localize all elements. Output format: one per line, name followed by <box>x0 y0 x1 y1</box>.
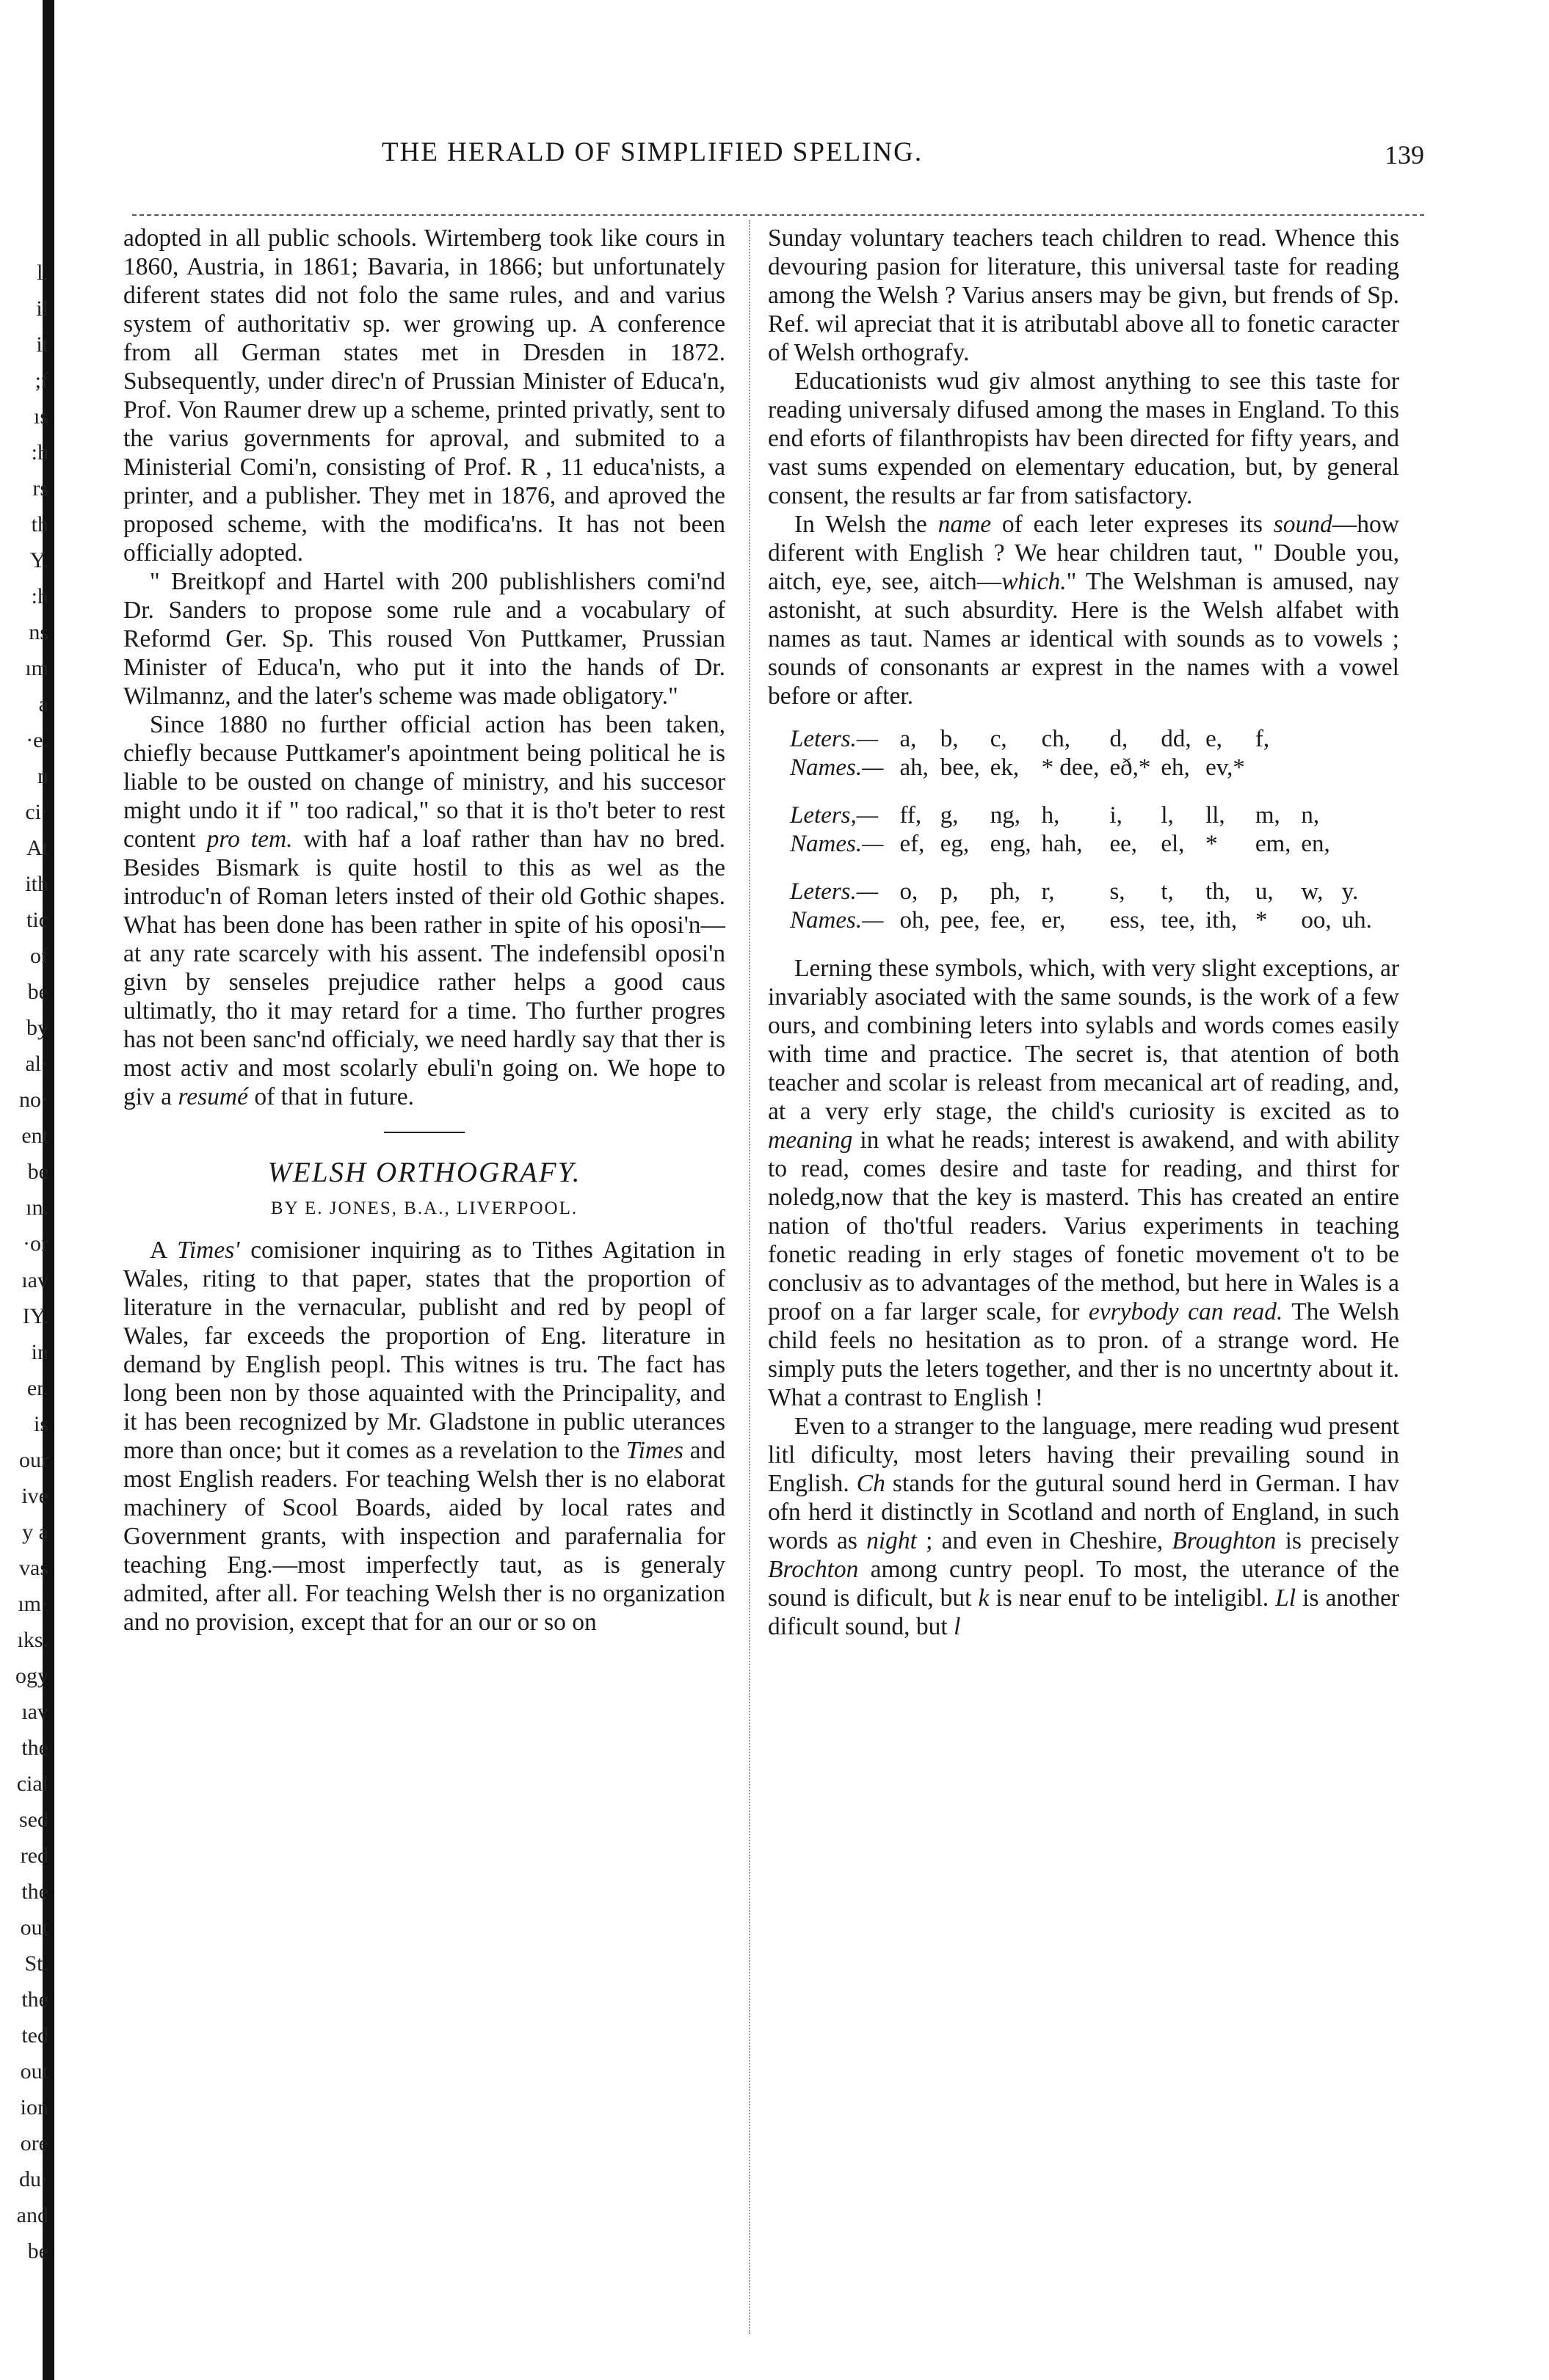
alphabet-cell: d, <box>1109 726 1128 752</box>
alphabet-cell: oh, <box>899 907 930 934</box>
paragraph: Sunday voluntary teachers teach children to read. Whence this devouring pasion for literature, this universal taste for reading among the Welsh ? Varius ansers may be givn, but frends of Sp. Ref. wil apreciat that it is atributabl above all to fonetic caracter of Welsh orthografy. <box>768 225 1399 366</box>
alphabet-cell: ff, <box>899 802 922 829</box>
margin-fragment: is <box>33 1411 48 1436</box>
margin-fragment: l. <box>37 261 48 285</box>
margin-fragment: ith <box>25 872 48 897</box>
alphabet-row <box>790 725 1382 754</box>
paragraph: In Welsh the name of each leter expreses its sound—how diferent with English ? We hear children taut, " Double you, aitch, eye, see, aitch—which." The Welshman is amused, nay astonisht, at such absurdity. Here is the Welsh alfabet with names as taut. Names ar identical with sounds as to vowels ; sounds of consonants ar exprest in the names with a vowel before or after. <box>768 511 1399 710</box>
margin-fragment: out <box>20 1915 48 1940</box>
alphabet-cell: oo, <box>1301 907 1332 934</box>
alphabet-cell: eð,* <box>1109 754 1151 781</box>
margin-fragment: cial <box>16 1771 48 1796</box>
alphabet-cell: ph, <box>990 878 1020 905</box>
alphabet-cell: hah, <box>1041 831 1083 857</box>
margin-fragment: red <box>20 1843 48 1868</box>
alphabet-row-label: Names.— <box>790 754 884 781</box>
alphabet-cell: u, <box>1255 878 1274 905</box>
alphabet-cell: * dee, <box>1041 754 1100 781</box>
margin-fragment: ogy <box>15 1663 48 1688</box>
margin-fragment: tic <box>26 908 48 933</box>
margin-fragment: vas <box>19 1555 48 1580</box>
alphabet-cell: e, <box>1205 726 1222 752</box>
page-number: 139 <box>1385 140 1424 170</box>
margin-fragment: er. <box>26 1375 48 1400</box>
alphabet-cell: eg, <box>940 831 970 857</box>
margin-fragment: the <box>21 1735 48 1760</box>
paragraph: Since 1880 no further official action has been taken, chiefly because Puttkamer's apointment being political he is liable to be ousted on change of ministry, and his succesor might undo it if " too radical," so that it is tho't beter to rest content pro tem. with haf a loaf rather than hav no bred. Besides Bismark is quite hostil to this as wel as the introduc'n of Roman leters insted of their old Gothic shapes. What has been done has been rather in spite of his oposi'n—at any rate scarcely with his assent. The indefensibl oposi'n givn by senseles prejudice rather helps a good caus ultimatly, tho it may retard for a time. Tho further progres has not been sanc'nd officialy, we need hardly say that ther is most activ and most scolarly ebuli'n going on. We hope to giv a resumé of that in future. <box>123 711 725 1110</box>
alphabet-cell: m, <box>1255 802 1280 829</box>
alphabet-row <box>790 782 1382 830</box>
alphabet-cell: n, <box>1301 802 1320 829</box>
column-divider <box>749 220 750 2334</box>
alphabet-cell: ek, <box>990 754 1020 781</box>
page-header <box>382 137 1424 181</box>
alphabet-cell: ng, <box>990 802 1020 829</box>
header-rule <box>132 214 1424 218</box>
section-separator <box>384 1132 465 1133</box>
margin-fragment: by <box>26 1016 48 1041</box>
alphabet-cell: t, <box>1161 878 1174 905</box>
alphabet-cell: y. <box>1341 878 1359 905</box>
alphabet-cell: tee, <box>1161 907 1196 934</box>
margin-fragment: ;f <box>35 368 48 393</box>
alphabet-cell: ll, <box>1205 802 1225 829</box>
facing-page-fragments <box>0 0 51 2380</box>
paragraph: Lerning these symbols, which, with very slight exceptions, ar invariably asociated with the same sounds, is the work of a few ours, and combining leters into sylabls and words comes easily with time and practice. The secret is, that atention of both teacher and scolar is releast from mecanical art of reading, and, at a very erly stage, the child's curiosity is excited as to meaning in what he reads; interest is awakend, and with ability to read, comes desire and taste for reading, and thirst for noledg,now that the key is masterd. This has created an entire nation of tho'tful readers. Varius experiments in teaching fonetic reading in erly stages of fonetic movement o't to be conclusiv as to advantages of the method, but here in Wales is a proof on a far larger scale, for evrybody can read. The Welsh child feels no hesitation as to pron. of a strange word. He simply puts the leters together, and ther is no uncertnty about it. What a contrast to English ! <box>768 955 1400 1411</box>
alphabet-row-label: Leters.— <box>790 726 879 752</box>
margin-fragment: ent <box>21 1124 48 1149</box>
margin-fragment: be <box>27 1160 48 1184</box>
margin-fragment: be <box>27 2238 48 2263</box>
alphabet-cell: dd, <box>1161 726 1191 752</box>
margin-fragment: n <box>37 764 48 789</box>
alphabet-cell <box>1255 754 1302 782</box>
margin-fragment: ıks. <box>17 1627 48 1652</box>
margin-fragment: no· <box>19 1088 48 1113</box>
alphabet-row-label: Leters,— <box>790 802 879 829</box>
alphabet-row-label: Leters.— <box>790 878 879 905</box>
alphabet-cell: o, <box>899 878 918 905</box>
alphabet-cell: a, <box>899 726 917 752</box>
alphabet-cell: ev,* <box>1205 754 1245 781</box>
margin-fragment: :h <box>31 584 48 609</box>
margin-fragment: ·e. <box>26 728 48 753</box>
alphabet-cell: ch, <box>1041 726 1071 752</box>
margin-fragment: in <box>31 1339 48 1364</box>
alphabet-cell: f, <box>1255 726 1270 752</box>
margin-fragment: al· <box>25 1052 48 1077</box>
alphabet-row <box>790 754 1382 782</box>
alphabet-cell: em, <box>1255 831 1291 857</box>
margin-fragment: ive <box>21 1483 48 1508</box>
margin-fragment: rs <box>32 476 48 501</box>
right-column <box>768 224 1399 1641</box>
alphabet-cell: fee, <box>990 907 1026 934</box>
alphabet-cell: b, <box>940 726 959 752</box>
margin-fragment: ıav <box>21 1267 48 1292</box>
alphabet-row <box>790 859 1382 906</box>
margin-fragment: ore <box>20 2130 48 2155</box>
left-column <box>123 224 725 1637</box>
margin-fragment: St. <box>24 1951 48 1976</box>
alphabet-cell: g, <box>940 802 959 829</box>
margin-fragment: At <box>26 836 48 861</box>
alphabet-cell: r, <box>1041 878 1055 905</box>
margin-fragment: ım· <box>18 1591 48 1616</box>
margin-fragment: ted <box>21 2023 48 2048</box>
margin-fragment: sed <box>19 1807 48 1832</box>
alphabet-cell: ef, <box>899 831 925 857</box>
margin-fragment: be <box>27 980 48 1005</box>
margin-fragment: our <box>19 1447 48 1472</box>
margin-fragment: of <box>30 944 48 969</box>
margin-fragment: du· <box>19 2166 48 2191</box>
alphabet-cell: ah, <box>899 754 929 781</box>
alphabet-cell: ee, <box>1109 831 1137 857</box>
paragraph: " Breitkopf and Hartel with 200 publishlishers comi'nd Dr. Sanders to propose some rule and a vocabulary of Reformd Ger. Sp. This roused Von Puttkamer, Prussian Minister of Educa'n, who put it into the hands of Dr. Wilmannz, and the later's scheme was made obligatory." <box>123 568 725 710</box>
alphabet-cell: bee, <box>940 754 980 781</box>
margin-fragment: ın. <box>26 1196 48 1220</box>
alphabet-cell: en, <box>1301 831 1330 857</box>
margin-fragment: a <box>38 692 48 717</box>
alphabet-row-label: Names.— <box>790 907 884 934</box>
margin-fragment: ıav <box>21 1699 48 1724</box>
alphabet-cell: w, <box>1301 878 1324 905</box>
margin-fragment: the <box>21 1879 48 1904</box>
margin-fragment: Y. <box>29 548 48 573</box>
alphabet-cell: i, <box>1109 802 1122 829</box>
margin-fragment: :h <box>31 440 48 465</box>
paragraph: adopted in all public schools. Wirtemberg took like cours in 1860, Austria, in 1861; Bavaria, in 1866; but unfortunately diferent states did not folo the same rules, and and varius system of authoritativ sp. wer growing up. A conference from all German states met in Dresden in 1872. Subsequently, under direc'n of Prussian Minister of Educa'n, Prof. Von Raumer drew up a scheme, printed privatly, sent to the varius governments for aproval, and submited to a Ministerial Comi'n, consisting of Prof. R , 11 educa'nists, a printer, and a publisher. They met in 1876, and aproved the proposed scheme, with the modifica'ns. It has not been officially adopted. <box>123 225 725 567</box>
alphabet-row <box>790 906 1382 935</box>
article-byline: BY E. JONES, B.A., LIVERPOOL. <box>270 1198 578 1218</box>
alphabet-cell: s, <box>1109 878 1125 905</box>
margin-fragment: ım <box>25 656 48 681</box>
alphabet-cell: eh, <box>1161 754 1190 781</box>
running-title: THE HERALD OF SIMPLIFIED SPELING. <box>382 137 924 167</box>
alphabet-cell: p, <box>940 878 959 905</box>
margin-fragment: ıs <box>33 404 48 429</box>
alphabet-cell: th, <box>1205 878 1230 905</box>
margin-fragment: the <box>21 1987 48 2012</box>
alphabet-cell: er, <box>1041 907 1066 934</box>
alphabet-cell: ess, <box>1109 907 1146 934</box>
alphabet-grid <box>790 725 1382 935</box>
alphabet-cell: * <box>1205 831 1218 857</box>
alphabet-cell: el, <box>1161 831 1185 857</box>
paragraph: Educationists wud giv almost anything to see this taste for reading universaly difused among the mases in England. To this end eforts of filanthropists hav been directed for fifty years, and vast sums expended on elementary education, but, by general consent, the results ar far from satisfactory. <box>768 368 1399 509</box>
margin-fragment: ion <box>20 2095 48 2119</box>
alphabet-cell: c, <box>990 726 1007 752</box>
margin-fragment: ns <box>29 620 48 645</box>
margin-fragment: it <box>36 332 48 357</box>
margin-fragment: th <box>31 512 48 537</box>
alphabet-cell: pee, <box>940 907 980 934</box>
welsh-alphabet-table <box>768 725 1399 935</box>
article-heading: WELSH ORTHOGRAFY. <box>267 1157 581 1188</box>
alphabet-cell: uh. <box>1341 907 1372 934</box>
alphabet-cell: h, <box>1041 802 1060 829</box>
alphabet-cell: * <box>1255 907 1268 934</box>
margin-fragment: and <box>16 2202 48 2227</box>
alphabet-cell: l, <box>1161 802 1174 829</box>
margin-fragment: il <box>36 296 48 321</box>
alphabet-row <box>790 830 1382 859</box>
alphabet-row-label: Names.— <box>790 831 884 857</box>
margin-fragment: y a <box>22 1519 48 1544</box>
alphabet-cell: eng, <box>990 831 1031 857</box>
margin-fragment: out <box>20 2059 48 2084</box>
alphabet-cell: ith, <box>1205 907 1238 934</box>
margin-fragment: ·or <box>23 1231 48 1256</box>
paragraph: Even to a stranger to the language, mere reading wud present litl dificulty, most leters having their prevailing sound in English. Ch stands for the gutural sound herd in German. I hav ofn herd it distinctly in Scotland and north of England, in such words as night ; and even in Cheshire, Broughton is precisely Brochton among cuntry peopl. To most, the uterance of the sound is dificult, but k is near enuf to be inteligibl. Ll is another dificult sound, but l <box>768 1413 1399 1640</box>
paragraph: A Times' comisioner inquiring as to Tithes Agitation in Wales, riting to that paper, states that the proportion of literature in the vernacular, publisht and red by peopl of Wales, far exceeds the proportion of Eng. literature in demand by English peopl. This witnes is tru. The fact has long been non by those aquainted with the Principality, and it has been recognized by Mr. Gladstone in public uterances more than once; but it comes as a revelation to the Times and most English readers. For teaching Welsh ther is no elaborat machinery of Scool Boards, aided by local rates and Government grants, with inspection and parafernalia for teaching Eng.—most imperfectly taut, as is generaly admited, after all. For teaching Welsh ther is no organization and no provision, except that for an our or so on <box>123 1237 725 1636</box>
margin-fragment: ci· <box>25 800 48 825</box>
margin-fragment: IY. <box>22 1303 48 1328</box>
